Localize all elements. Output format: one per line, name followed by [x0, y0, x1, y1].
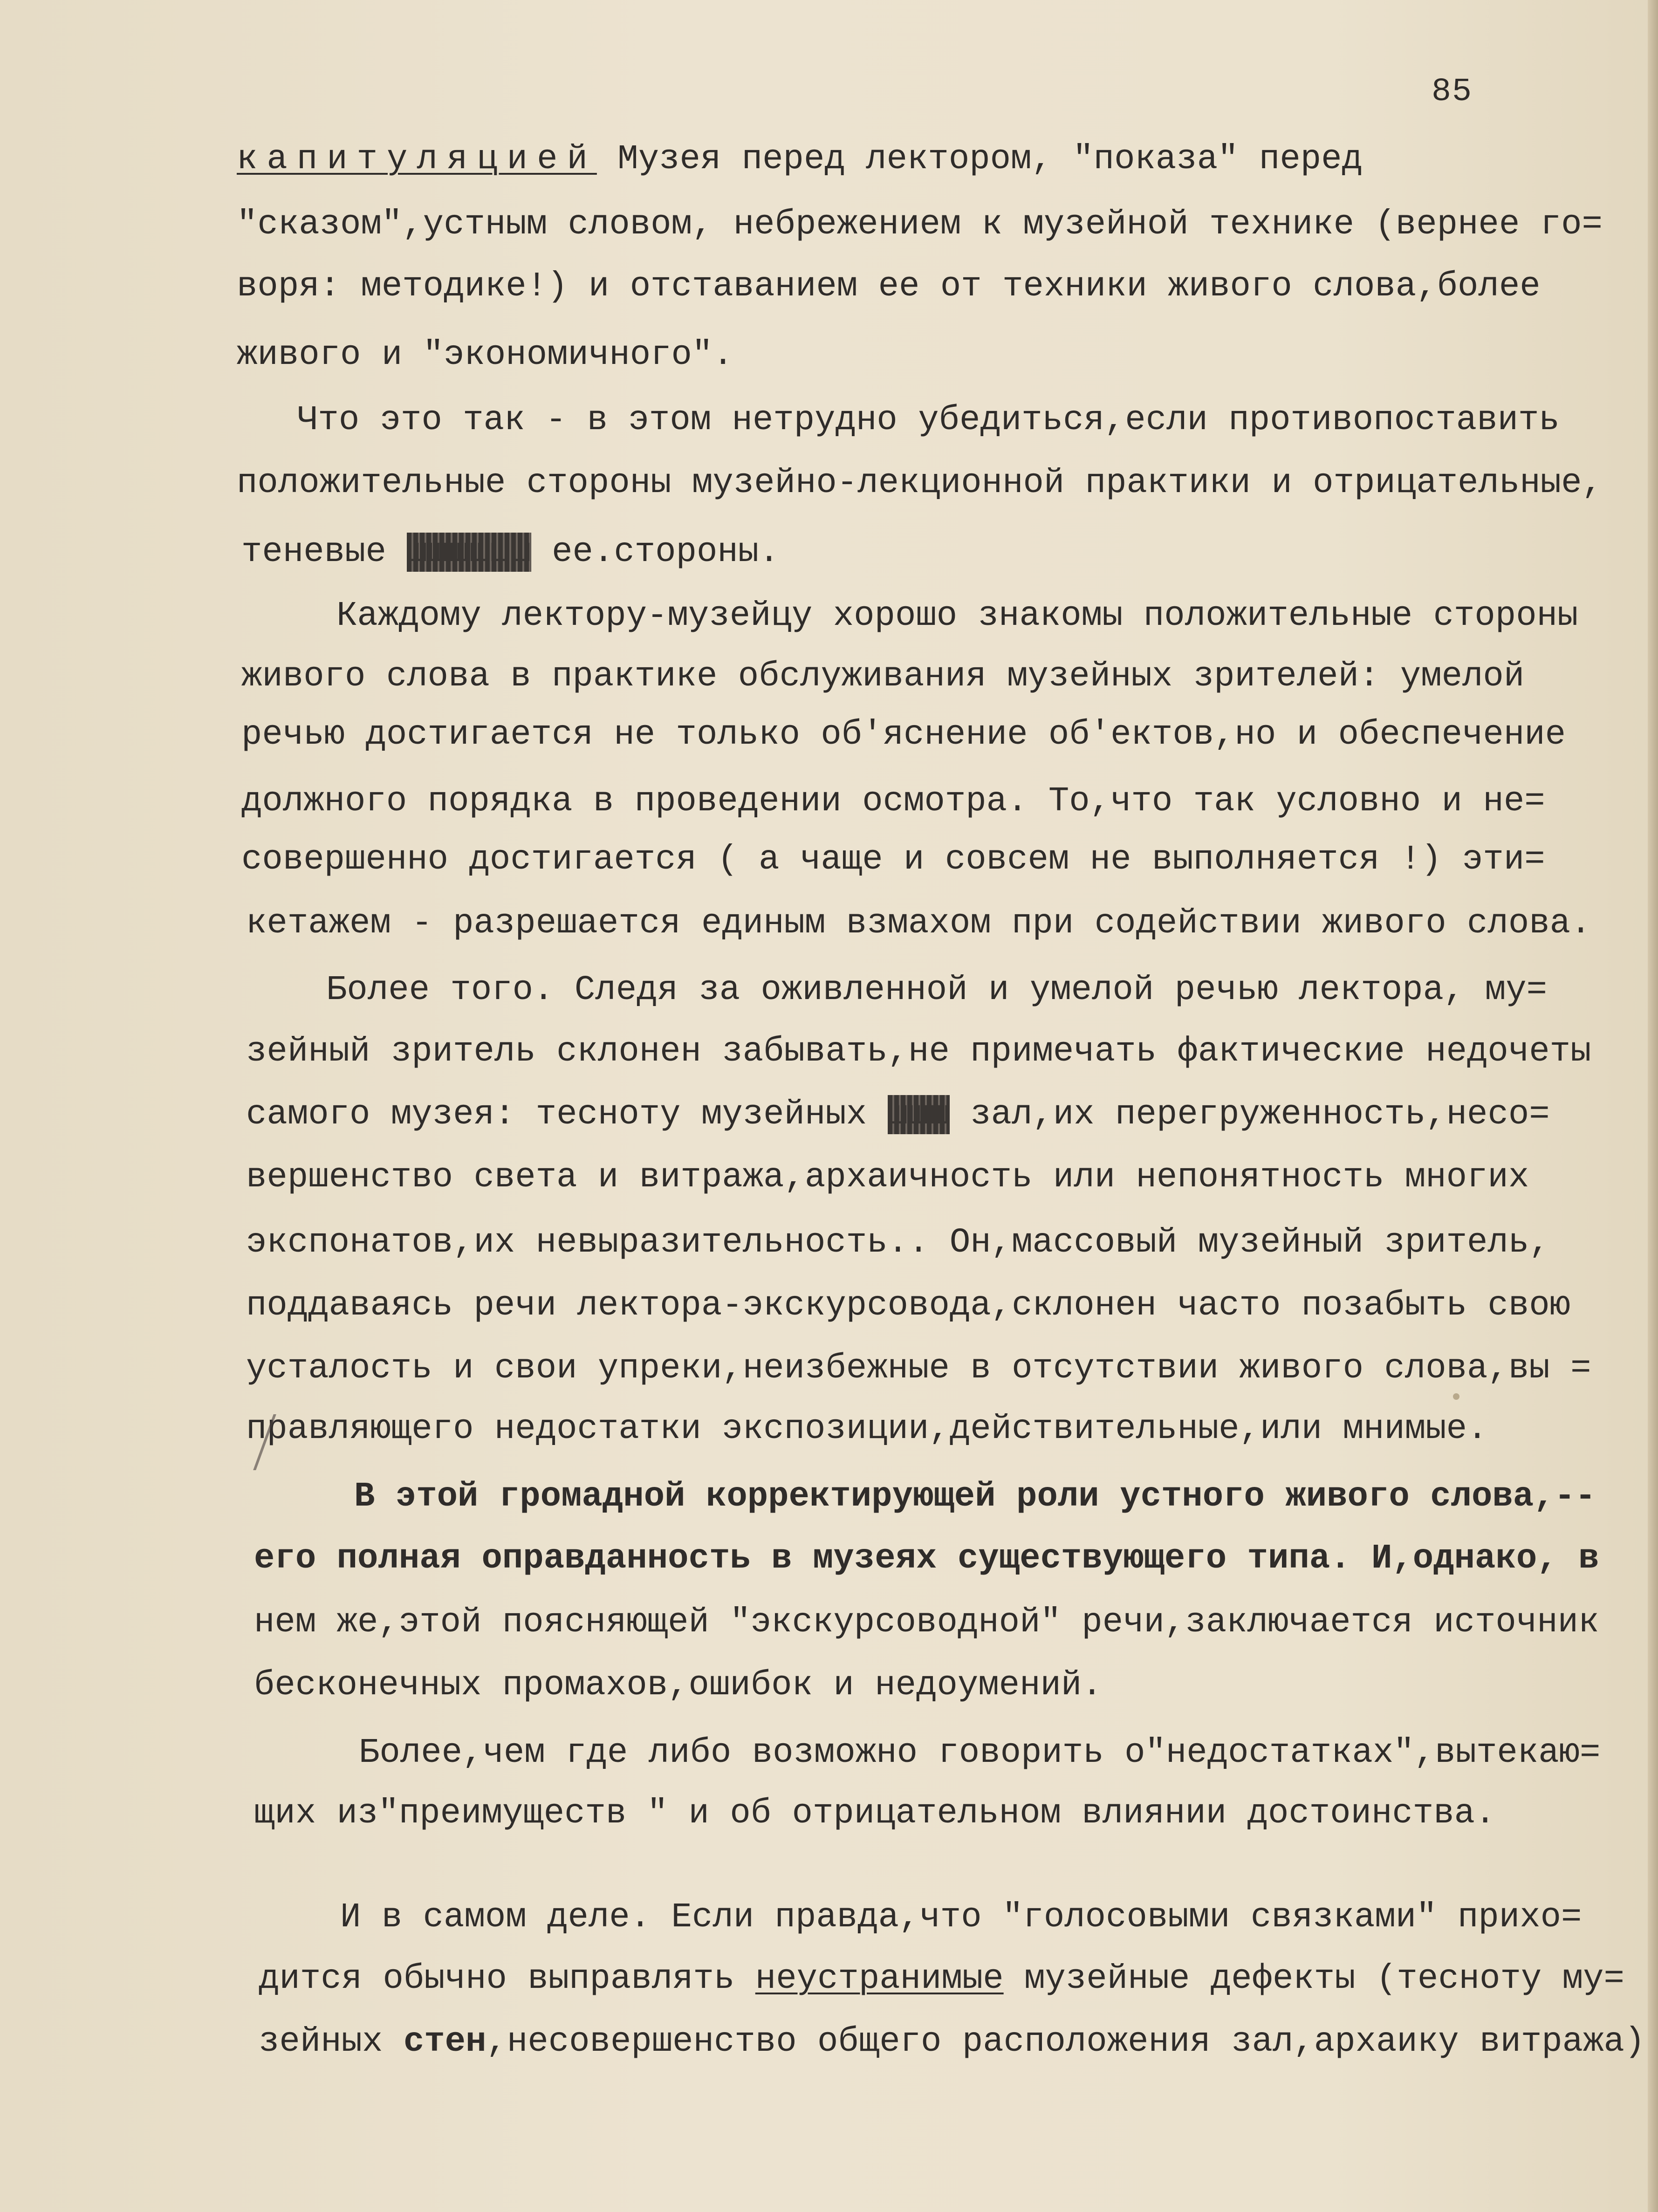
text-line: зейный зритель склонен забывать,не примечать фактические недочеты: [246, 1032, 1591, 1071]
text-line: "сказом",устным словом, небрежением к музейной технике (вернее го=: [237, 205, 1603, 244]
text-line: поддаваясь речи лектора-экскурсовода,склонен часто позабыть свою: [246, 1286, 1571, 1325]
underlined-word: неустранимые: [755, 1959, 1004, 1999]
page-number: 85: [1432, 74, 1473, 110]
text-line: его полная оправданность в музеях существующего типа. И,однако, в: [254, 1539, 1599, 1578]
struck-out-text: шшш: [887, 1095, 950, 1134]
text-line: вершенство света и витража,архаичность или непонятность многих: [246, 1158, 1529, 1197]
text-line: экспонатов,их невыразительность.. Он,массовый музейный зритель,: [246, 1223, 1550, 1262]
text-line: речью достигается не только об'яснение об'ектов,но и обеспечение: [241, 715, 1566, 754]
text-line: положительные стороны музейно-лекционной практики и отрицательные,: [237, 464, 1603, 503]
text-line: усталость и свои упреки,неизбежные в отсутствии живого слова,вы =: [246, 1349, 1591, 1388]
bold-overtyped-word: стен: [403, 2022, 486, 2061]
text-line: Более того. Следя за оживленной и умелой речью лектора, му=: [326, 971, 1548, 1010]
struck-out-text: шшшшшш: [407, 533, 531, 572]
text-line: правляющего недостатки экспозиции,действительные,или мнимые.: [246, 1410, 1488, 1449]
text-line: самого музея: тесноту музейных шшш зал,их перегруженность,несо=: [246, 1095, 1550, 1134]
paper-spot: [1453, 1393, 1459, 1400]
text-line: капитуляцией Музея перед лектором, "показа" перед: [237, 140, 1363, 179]
text-line: теневые шшшшшш ее.стороны.: [241, 533, 780, 572]
text-line: живого и "экономичного".: [237, 336, 733, 375]
text-line: И в самом деле. Если правда,что "голосовыми связками" прихо=: [340, 1898, 1582, 1937]
text-line: должного порядка в проведении осмотра. То,что так условно и не=: [241, 782, 1545, 821]
text-line: кетажем - разрешается единым взмахом при содействии живого слова.: [246, 904, 1591, 943]
text-line: бесконечных промахов,ошибок и недоумений.: [254, 1666, 1103, 1705]
text-line: нем же,этой поясняющей "экскурсоводной" речи,заключается источник: [254, 1603, 1599, 1642]
text-line: Более,чем где либо возможно говорить о"недостатках",вытекаю=: [359, 1733, 1601, 1773]
text-line: воря: методике!) и отставанием ее от техники живого слова,более: [237, 267, 1541, 306]
text-line: Каждому лектору-музейцу хорошо знакомы положительные стороны: [336, 596, 1578, 636]
text-line: зейных стен,несовершенство общего расположения зал,архаику витража): [259, 2022, 1645, 2061]
text-line: щих из"преимуществ " и об отрицательном влиянии достоинства.: [254, 1794, 1496, 1833]
text-line: В этой громадной корректирующей роли устного живого слова,--: [354, 1477, 1596, 1516]
text-line: совершенно достигается ( а чаще и совсем не выполняется !) эти=: [241, 840, 1545, 879]
page-edge: [1648, 0, 1658, 2212]
spaced-word: капитуляцией: [237, 140, 597, 179]
text-line: дится обычно выправлять неустранимые музейные дефекты (тесноту му=: [259, 1959, 1624, 1999]
text-line: Что это так - в этом нетрудно убедиться,если противопоставить: [297, 401, 1560, 440]
text-line: живого слова в практике обслуживания музейных зрителей: умелой: [241, 657, 1525, 696]
